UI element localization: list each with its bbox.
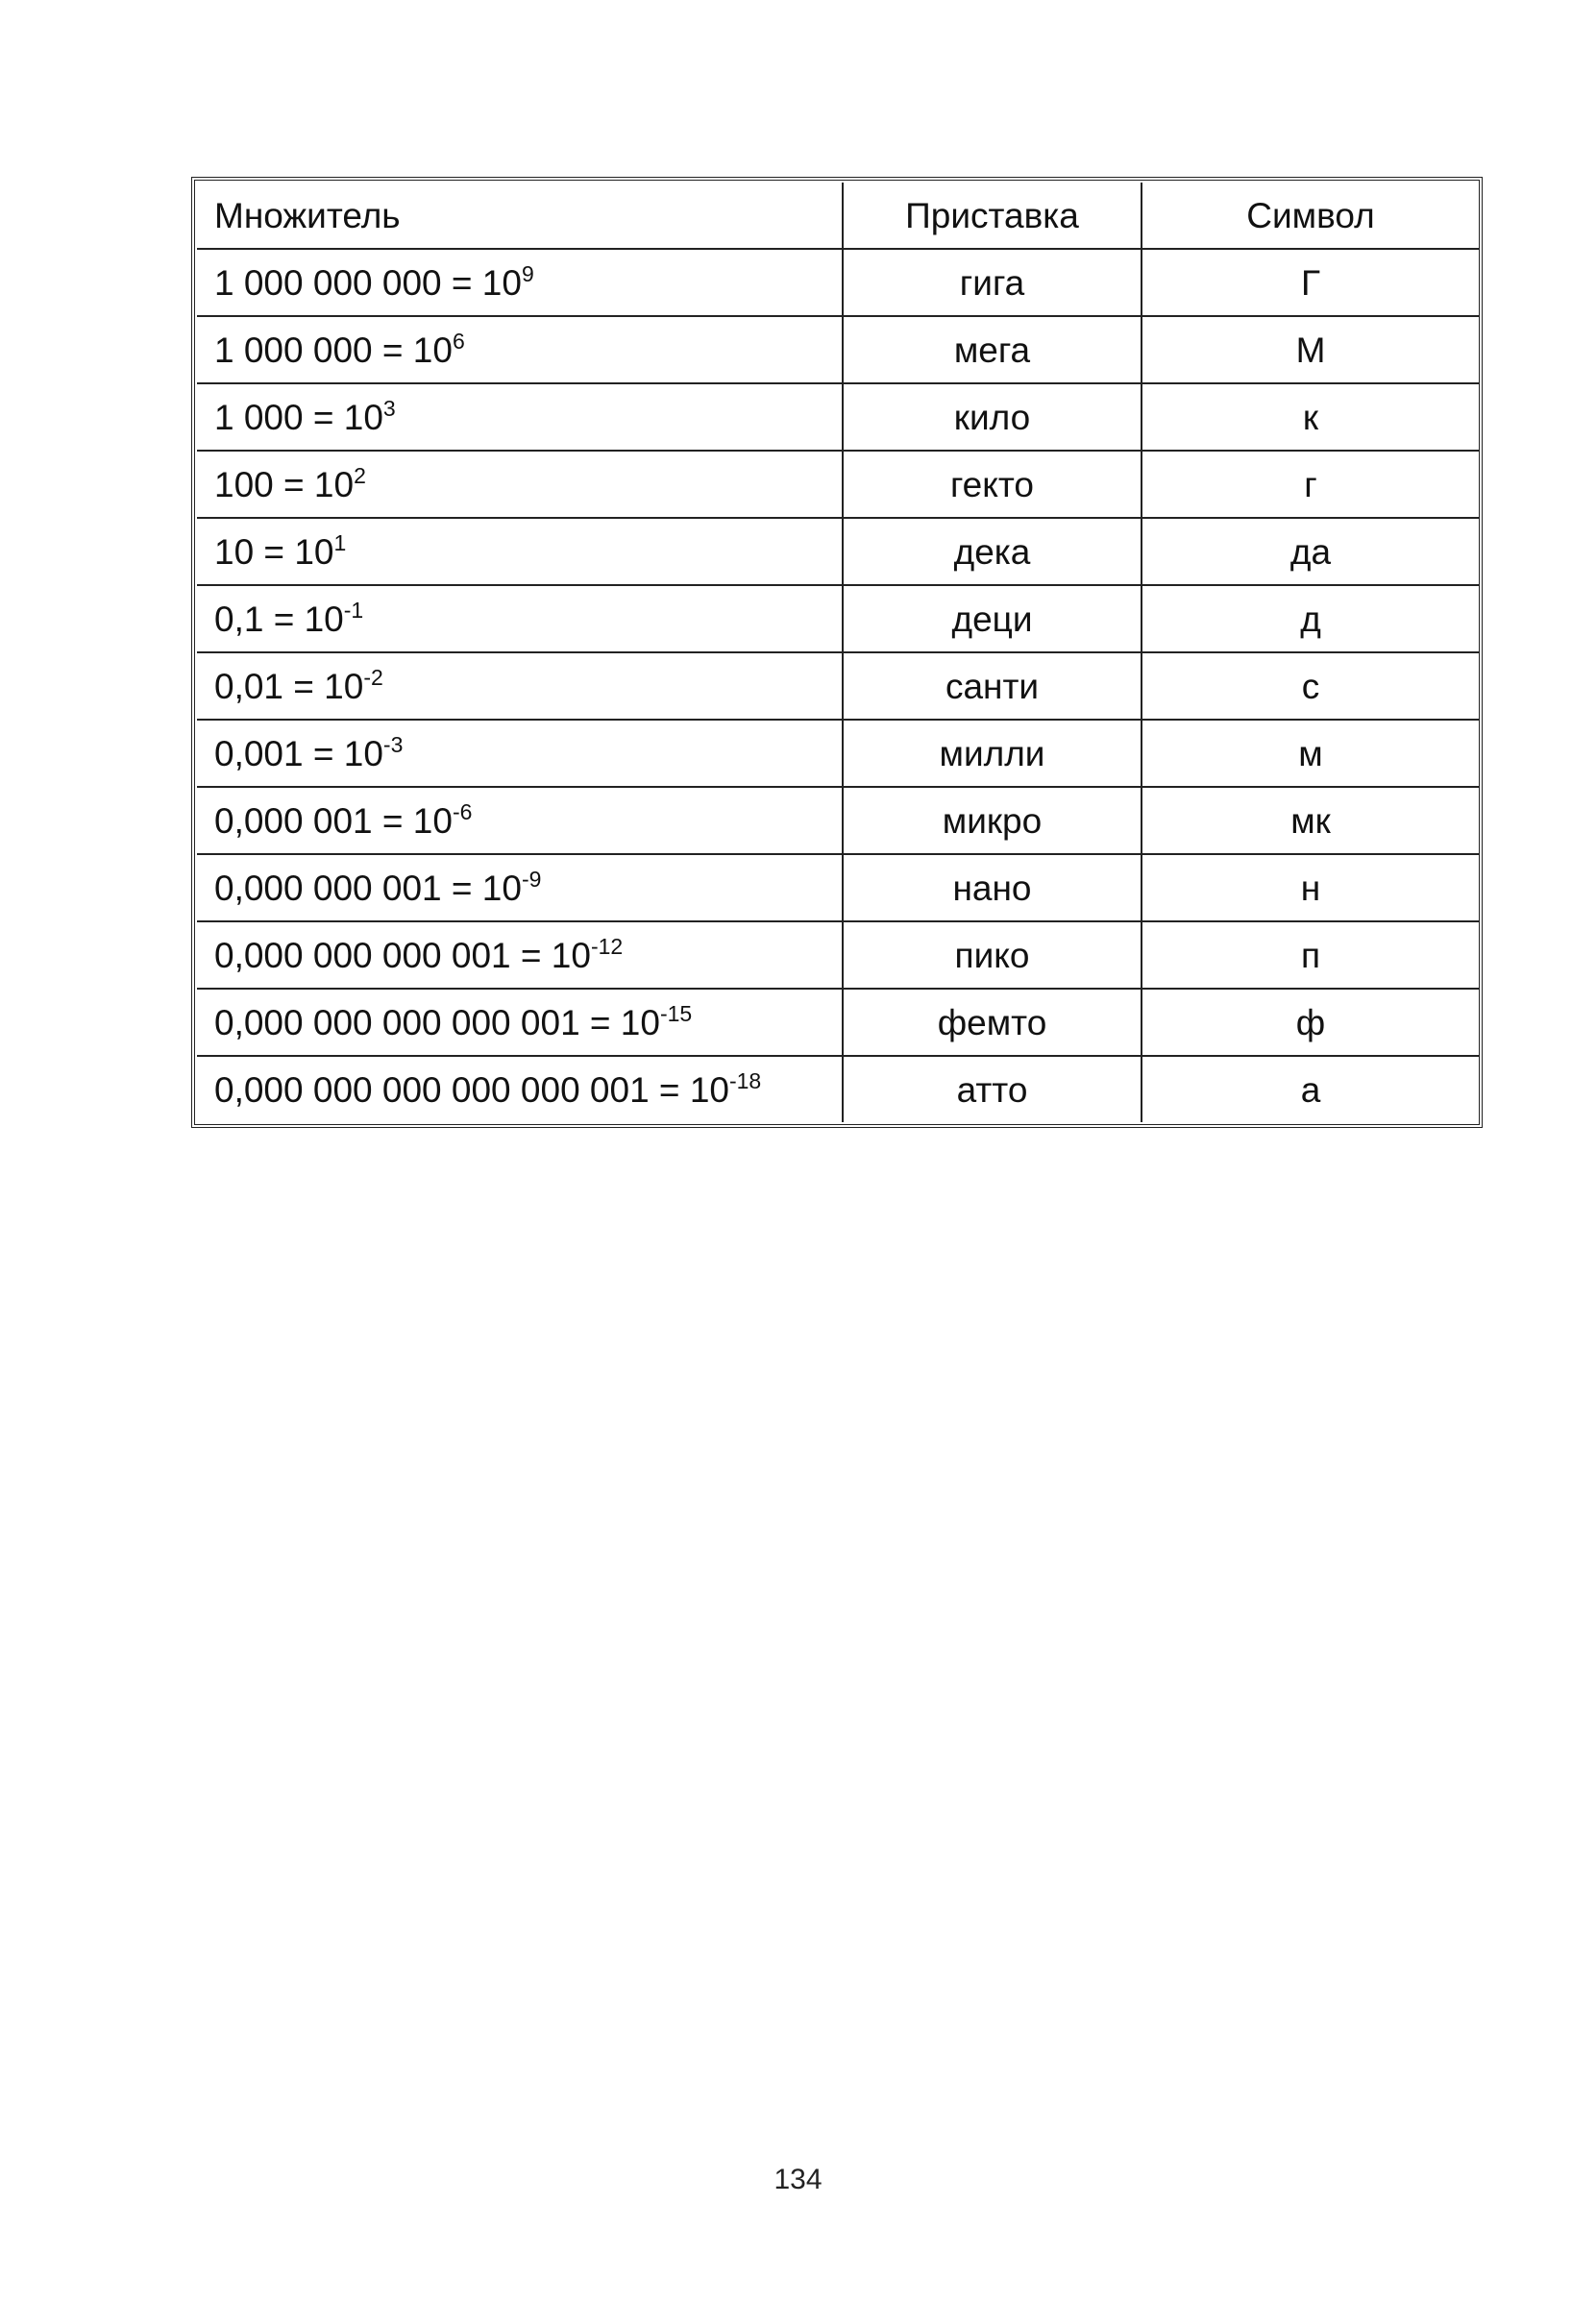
table-row (197, 383, 1479, 451)
multiplier-base: 0,000 000 000 000 001 = 10 (214, 1002, 660, 1042)
multiplier-cell (197, 316, 843, 383)
multiplier-cell (197, 249, 843, 316)
prefix-cell: дека (843, 518, 1142, 585)
multiplier-base: 0,01 = 10 (214, 666, 364, 706)
symbol-cell: п (1142, 921, 1479, 989)
table-row (197, 921, 1479, 989)
prefix-cell: санти (843, 652, 1142, 720)
multiplier-exponent: 9 (521, 260, 534, 286)
table-row (197, 451, 1479, 518)
table-row (197, 720, 1479, 787)
header-multiplier: Множитель (197, 183, 843, 249)
multiplier-exponent: -1 (343, 597, 364, 623)
multiplier-base: 10 = 10 (214, 531, 334, 572)
header-symbol: Символ (1142, 183, 1479, 249)
symbol-cell: с (1142, 652, 1479, 720)
symbol-cell: М (1142, 316, 1479, 383)
prefix-cell: нано (843, 854, 1142, 921)
symbol-cell: м (1142, 720, 1479, 787)
symbol-cell: мк (1142, 787, 1479, 854)
table-row (197, 989, 1479, 1056)
multiplier-exponent: -18 (728, 1067, 762, 1093)
multiplier-cell (197, 921, 843, 989)
multiplier-exponent: 2 (354, 462, 366, 488)
multiplier-base: 0,000 000 000 000 000 001 = 10 (214, 1069, 729, 1110)
multiplier-cell (197, 383, 843, 451)
multiplier-cell (197, 585, 843, 652)
multiplier-exponent: -9 (521, 866, 542, 892)
symbol-cell: да (1142, 518, 1479, 585)
multiplier-base: 1 000 = 10 (214, 397, 383, 437)
multiplier-cell (197, 787, 843, 854)
multiplier-exponent: -6 (452, 798, 473, 824)
multiplier-base: 0,000 001 = 10 (214, 800, 453, 841)
prefix-cell: мега (843, 316, 1142, 383)
multiplier-exponent: -3 (382, 731, 404, 757)
table-header-row (197, 183, 1479, 249)
symbol-cell: а (1142, 1056, 1479, 1122)
multiplier-cell (197, 720, 843, 787)
prefix-cell: атто (843, 1056, 1142, 1122)
multiplier-base: 0,000 000 000 001 = 10 (214, 935, 591, 975)
symbol-cell: д (1142, 585, 1479, 652)
table-row (197, 1056, 1479, 1122)
multiplier-cell (197, 1056, 843, 1122)
symbol-cell: Г (1142, 249, 1479, 316)
symbol-cell: н (1142, 854, 1479, 921)
prefix-cell: микро (843, 787, 1142, 854)
multiplier-base: 0,1 = 10 (214, 599, 344, 639)
prefix-cell: милли (843, 720, 1142, 787)
multiplier-base: 100 = 10 (214, 464, 355, 504)
multiplier-exponent: 6 (452, 328, 465, 354)
multiplier-exponent: -2 (363, 664, 383, 690)
header-prefix: Приставка (843, 183, 1142, 249)
multiplier-exponent: 3 (382, 395, 396, 421)
prefix-cell: деци (843, 585, 1142, 652)
symbol-cell: г (1142, 451, 1479, 518)
multiplier-exponent: -15 (659, 1000, 693, 1026)
multiplier-exponent: -12 (590, 933, 624, 959)
table-row (197, 854, 1479, 921)
prefix-cell: гига (843, 249, 1142, 316)
prefix-cell: гекто (843, 451, 1142, 518)
multiplier-cell (197, 518, 843, 585)
multiplier-base: 0,001 = 10 (214, 733, 383, 773)
multiplier-exponent: 1 (333, 529, 347, 555)
si-prefixes-table (197, 183, 1479, 1122)
page-number: 134 (773, 2164, 823, 2195)
table-body (197, 183, 1479, 1122)
prefix-cell: фемто (843, 989, 1142, 1056)
multiplier-base: 0,000 000 001 = 10 (214, 868, 522, 908)
table-row (197, 787, 1479, 854)
si-prefixes-table-frame (191, 177, 1483, 1128)
multiplier-cell (197, 989, 843, 1056)
prefix-cell: пико (843, 921, 1142, 989)
prefix-cell: кило (843, 383, 1142, 451)
table-row (197, 316, 1479, 383)
table-row (197, 585, 1479, 652)
symbol-cell: ф (1142, 989, 1479, 1056)
multiplier-base: 1 000 000 = 10 (214, 330, 453, 370)
table-row (197, 652, 1479, 720)
multiplier-cell (197, 652, 843, 720)
multiplier-cell (197, 854, 843, 921)
multiplier-cell (197, 451, 843, 518)
multiplier-base: 1 000 000 000 = 10 (214, 262, 522, 303)
table-row (197, 249, 1479, 316)
symbol-cell: к (1142, 383, 1479, 451)
table-row (197, 518, 1479, 585)
